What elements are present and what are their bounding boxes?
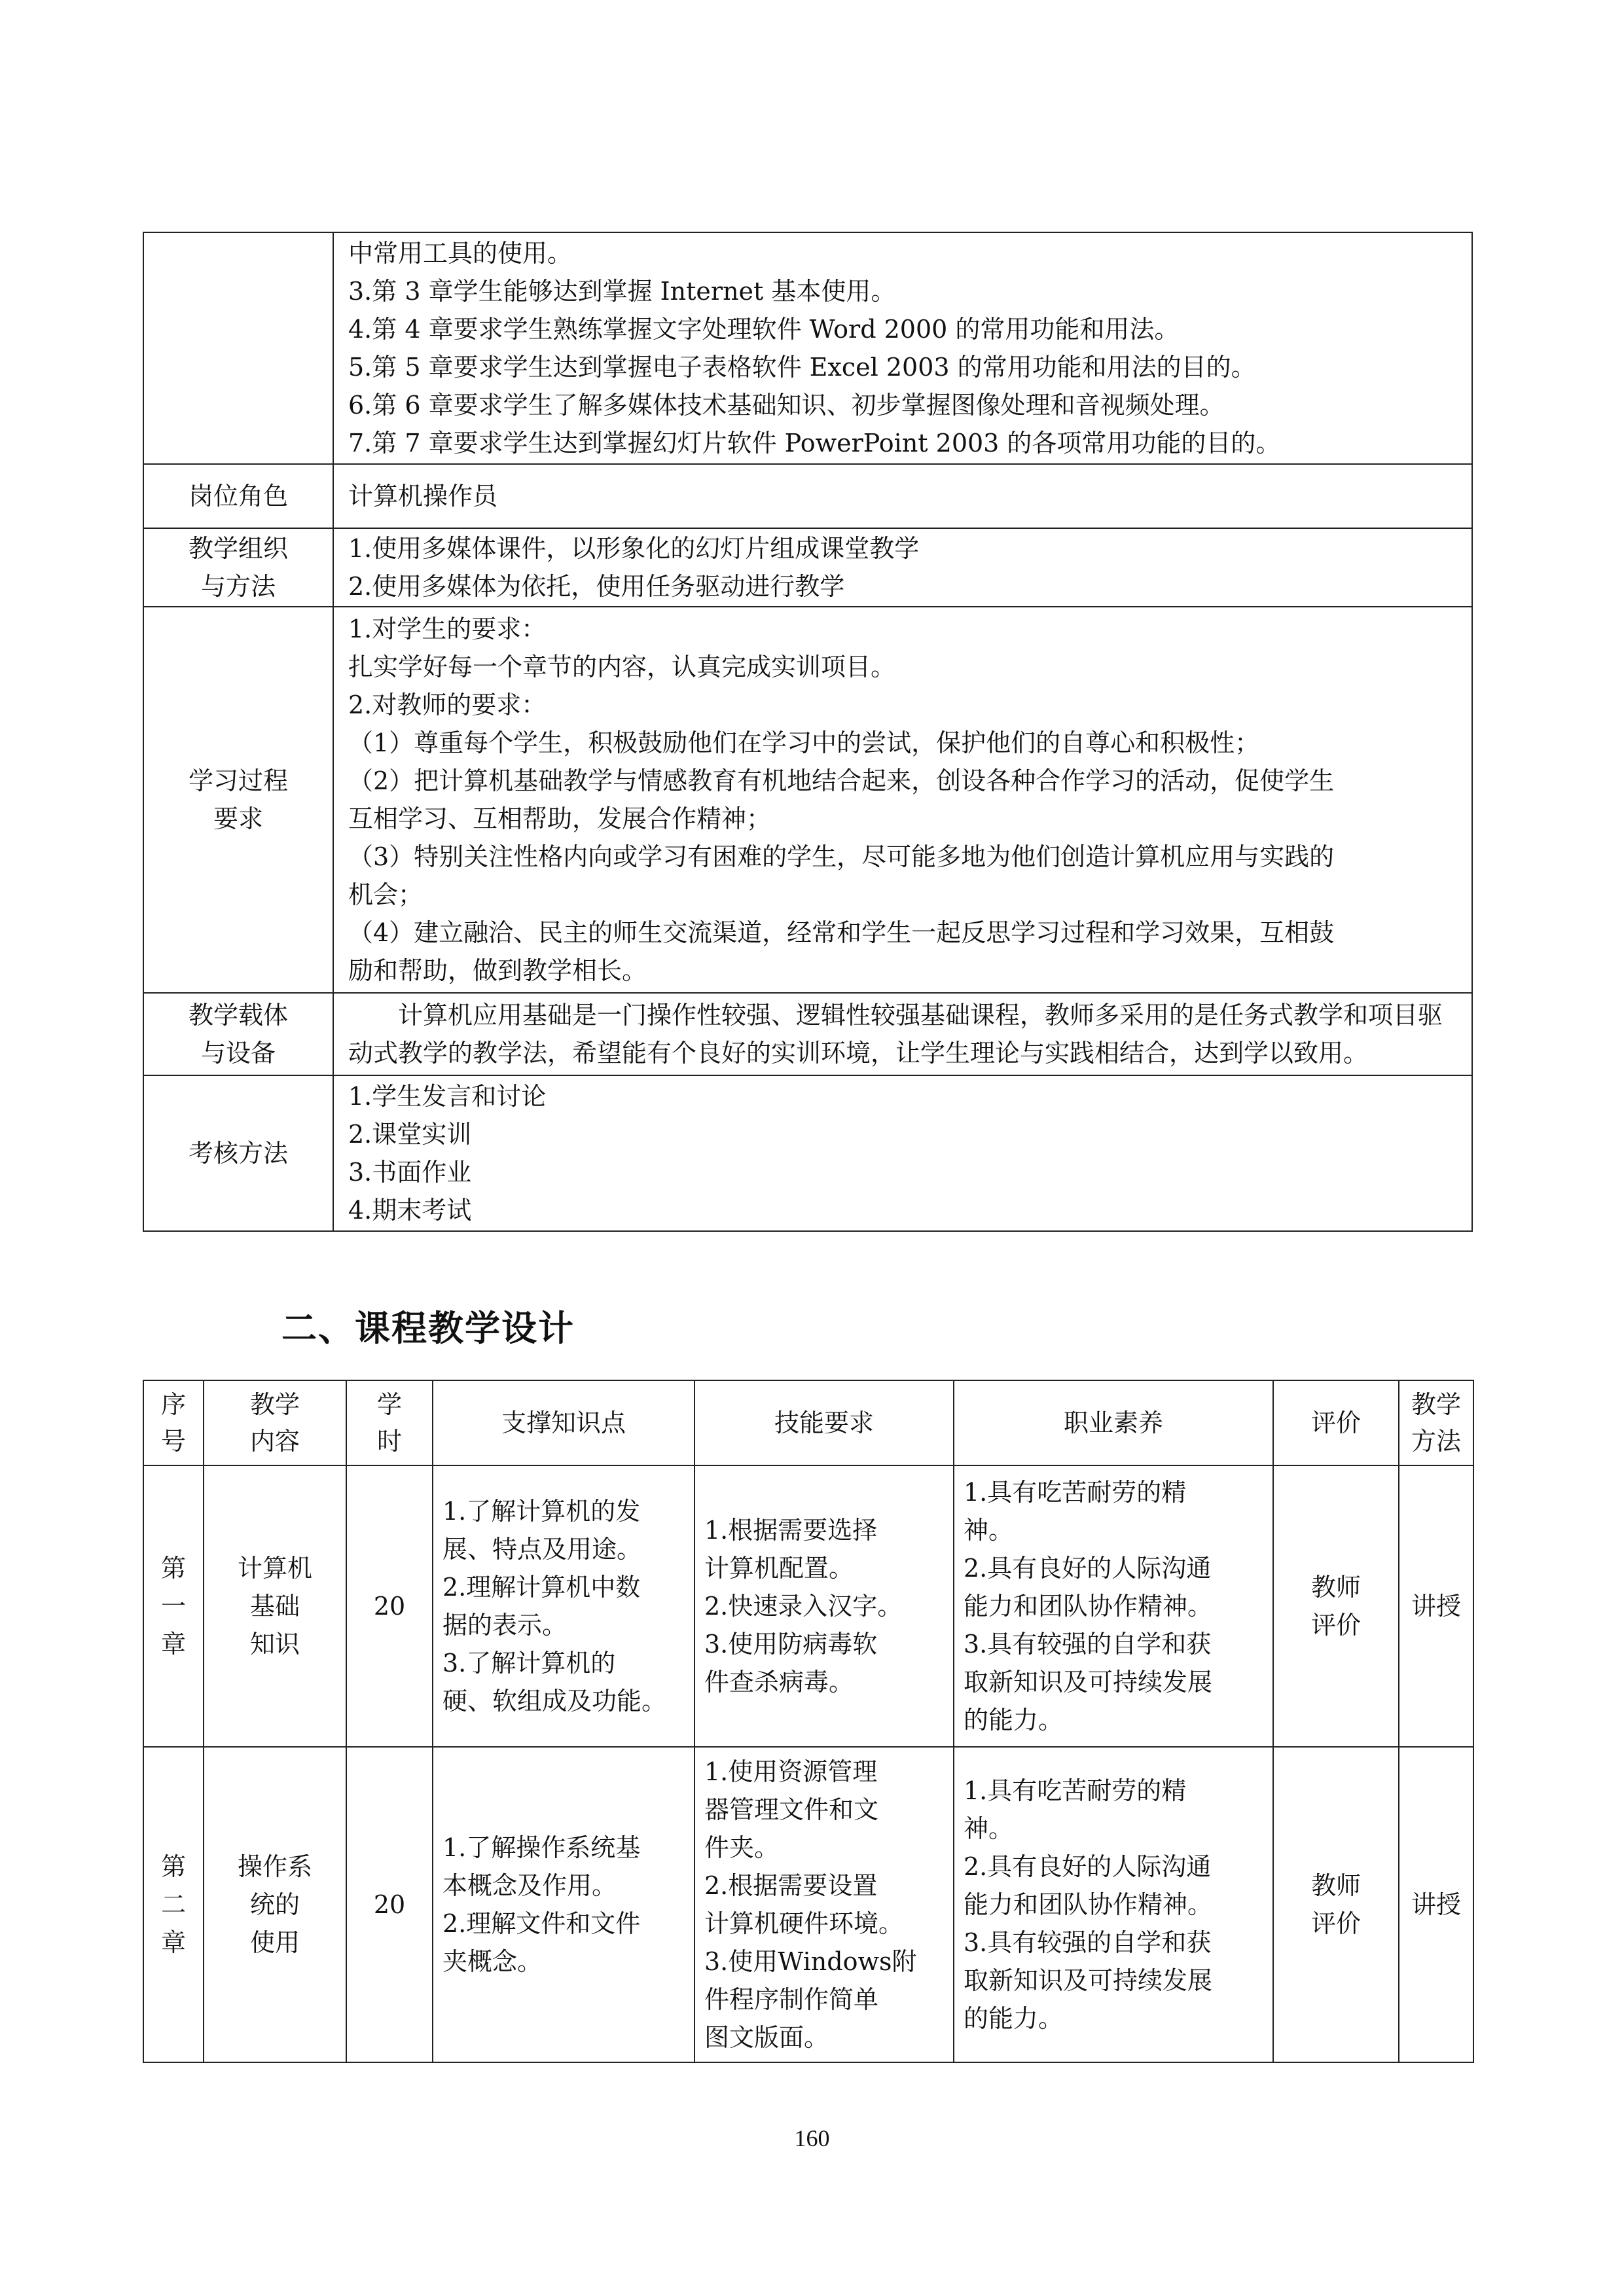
header-line: 职业素养 [1063,1408,1163,1437]
quality-line: 神。 [964,1814,1014,1843]
objectives-cell [333,232,1472,464]
header-knowledge [433,1380,695,1465]
method-cell: 讲授 [1399,1747,1473,2062]
course-design-table [143,1380,1474,2063]
header-line: 内容 [249,1427,300,1456]
header-line: 序 [160,1390,186,1419]
header-quality [954,1380,1273,1465]
header-line: 教学 [1411,1390,1461,1419]
requirement-line: （3）特别关注性格内向或学习有困难的学生，尽可能多地为他们创造计算机应用与实践的 [348,842,1335,871]
seq-line: 章 [160,1630,186,1659]
label-line: 学习过程 [188,766,288,795]
learning-requirements-value [333,607,1472,993]
header-line: 方法 [1411,1427,1461,1456]
assessment-line: 1.学生发言和讨论 [348,1082,547,1111]
content-line: 基础 [249,1592,300,1621]
quality-line: 取新知识及可持续发展 [964,1668,1213,1696]
content-line: 计算机 [237,1554,312,1583]
learning-requirements-label [143,607,333,993]
header-hours [346,1380,433,1465]
content-cell [204,1747,346,2062]
skills-line: 器管理文件和文 [704,1795,879,1824]
skills-line: 3.使用防病毒软 [704,1630,878,1659]
organization-label [143,528,333,607]
skills-line: 2.根据需要设置 [704,1871,878,1900]
role-label: 岗位角色 [143,464,333,528]
role-value: 计算机操作员 [333,464,1472,528]
skills-line: 件夹。 [704,1833,780,1862]
objective-line: 4.第 4 章要求学生熟练掌握文字处理软件 Word 2000 的常用功能和用法。 [348,315,1180,344]
skills-cell [695,1465,954,1747]
label-line: 教学组织 [188,534,288,563]
knowledge-line: 本概念及作用。 [442,1871,617,1900]
knowledge-line: 1.了解操作系统基 [442,1833,641,1862]
header-row [143,1380,1473,1465]
header-skills [695,1380,954,1465]
label-line: 教学载体 [188,1001,288,1030]
quality-cell [954,1465,1273,1747]
knowledge-line: 据的表示。 [442,1611,568,1640]
header-content [204,1380,346,1465]
organization-line: 1.使用多媒体课件，以形象化的幻灯片组成课堂教学 [348,534,920,563]
objective-line: 3.第 3 章学生能够达到掌握 Internet 基本使用。 [348,277,896,306]
objectives-row [143,232,1472,464]
requirement-line: 机会； [348,880,424,909]
header-line: 号 [160,1427,186,1456]
knowledge-line: 夹概念。 [442,1947,543,1976]
header-line: 技能要求 [774,1408,874,1437]
header-line: 评价 [1310,1408,1361,1437]
table-row [143,1465,1473,1747]
skills-line: 3.使用Windows附 [704,1947,917,1976]
objective-line: 6.第 6 章要求学生了解多媒体技术基础知识、初步掌握图像处理和音视频处理。 [348,391,1225,420]
learning-requirements-row [143,607,1472,993]
quality-line: 3.具有较强的自学和获 [964,1630,1212,1659]
knowledge-cell [433,1465,695,1747]
seq-line: 章 [160,1928,186,1957]
role-row [143,464,1472,528]
knowledge-line: 展、特点及用途。 [442,1535,642,1564]
table-row [143,1747,1473,2062]
method-cell: 讲授 [1399,1465,1473,1747]
course-info-table [143,232,1473,1232]
skills-line: 件查杀病毒。 [704,1668,854,1696]
evaluation-line: 教师 [1310,1573,1361,1602]
evaluation-line: 评价 [1310,1611,1361,1640]
organization-row [143,528,1472,607]
objective-line: 5.第 5 章要求学生达到掌握电子表格软件 Excel 2003 的常用功能和用法的目的。 [348,353,1256,382]
skills-cell [695,1747,954,2062]
hours-cell: 20 [346,1747,433,2062]
assessment-line: 3.书面作业 [348,1158,472,1187]
assessment-line: 4.期末考试 [348,1196,472,1225]
header-evaluation [1273,1380,1399,1465]
seq-line: 一 [160,1592,186,1621]
knowledge-line: 1.了解计算机的发 [442,1497,641,1526]
skills-line: 图文版面。 [704,2023,829,2052]
label-line: 与方法 [200,572,276,601]
knowledge-line: 硬、软组成及功能。 [442,1687,667,1715]
quality-line: 神。 [964,1516,1014,1545]
evaluation-cell [1273,1747,1399,2062]
quality-line: 的能力。 [964,2004,1064,2033]
content-line: 知识 [249,1630,300,1659]
quality-line: 的能力。 [964,1706,1064,1734]
quality-line: 3.具有较强的自学和获 [964,1928,1212,1957]
quality-line: 能力和团队协作精神。 [964,1592,1213,1621]
requirement-line: （2）把计算机基础教学与情感教育有机地结合起来，创设各种合作学习的活动，促使学生 [348,766,1335,795]
objective-line: 7.第 7 章要求学生达到掌握幻灯片软件 PowerPoint 2003 的各项常用功能的目的。 [348,429,1281,457]
label-line: 要求 [213,804,263,833]
page-number: 160 [794,2125,830,2151]
skills-line: 1.使用资源管理 [704,1757,878,1786]
skills-line: 件程序制作简单 [704,1985,879,2014]
section-heading: 二、课程教学设计 [281,1308,575,1349]
seq-line: 二 [160,1890,186,1919]
knowledge-line: 2.理解计算机中数 [442,1573,641,1602]
quality-line: 2.具有良好的人际沟通 [964,1554,1212,1583]
evaluation-line: 评价 [1310,1909,1361,1938]
quality-line: 1.具有吃苦耐劳的精 [964,1776,1187,1805]
assessment-value [333,1075,1472,1231]
content-line: 操作系 [237,1852,312,1881]
assessment-row [143,1075,1472,1231]
quality-cell [954,1747,1273,2062]
label-line: 与设备 [200,1039,276,1067]
equipment-paragraph: 计算机应用基础是一门操作性较强、逻辑性较强基础课程，教师多采用的是任务式教学和项目驱动式教学的教学法，希望能有个良好的实训环境，让学生理论与实践相结合，达到学以致用。 [348,1001,1443,1067]
equipment-value [333,993,1472,1075]
requirement-line: （1）尊重每个学生，积极鼓励他们在学习中的尝试，保护他们的自尊心和积极性； [348,728,1260,757]
knowledge-cell [433,1747,695,2062]
skills-line: 1.根据需要选择 [704,1516,878,1545]
header-seq [143,1380,204,1465]
requirement-line: （4）建立融洽、民主的师生交流渠道，经常和学生一起反思学习过程和学习效果，互相鼓 [348,918,1335,947]
hours-cell: 20 [346,1465,433,1747]
header-line: 支撑知识点 [501,1408,626,1437]
requirement-line: 励和帮助，做到教学相长。 [348,956,647,985]
skills-line: 计算机硬件环境。 [704,1909,904,1938]
seq-cell [143,1465,204,1747]
quality-line: 能力和团队协作精神。 [964,1890,1213,1919]
equipment-row [143,993,1472,1075]
header-line: 学 [376,1390,402,1419]
quality-line: 取新知识及可持续发展 [964,1966,1213,1995]
skills-line: 计算机配置。 [704,1554,854,1583]
evaluation-line: 教师 [1310,1871,1361,1900]
skills-line: 2.快速录入汉字。 [704,1592,903,1621]
seq-line: 第 [160,1554,186,1583]
equipment-label [143,993,333,1075]
content-line: 统的 [249,1890,300,1919]
seq-line: 第 [160,1852,186,1881]
requirement-line: 2.对教师的要求： [348,691,547,719]
organization-value [333,528,1472,607]
knowledge-line: 3.了解计算机的 [442,1649,616,1677]
quality-line: 2.具有良好的人际沟通 [964,1852,1212,1881]
header-line: 教学 [249,1390,300,1419]
content-cell [204,1465,346,1747]
seq-cell [143,1747,204,2062]
knowledge-line: 2.理解文件和文件 [442,1909,641,1938]
assessment-line: 2.课堂实训 [348,1120,472,1149]
header-method [1399,1380,1473,1465]
header-line: 时 [376,1427,402,1456]
organization-line: 2.使用多媒体为依托，使用任务驱动进行教学 [348,572,845,601]
content-line: 使用 [249,1928,300,1957]
requirement-line: 1.对学生的要求： [348,615,547,643]
assessment-label: 考核方法 [143,1075,333,1231]
objectives-label-cell [143,232,333,464]
requirement-line: 扎实学好每一个章节的内容，认真完成实训项目。 [348,653,896,681]
requirement-line: 互相学习、互相帮助，发展合作精神； [348,804,772,833]
evaluation-cell [1273,1465,1399,1747]
quality-line: 1.具有吃苦耐劳的精 [964,1478,1187,1507]
objective-line: 中常用工具的使用。 [348,239,573,268]
